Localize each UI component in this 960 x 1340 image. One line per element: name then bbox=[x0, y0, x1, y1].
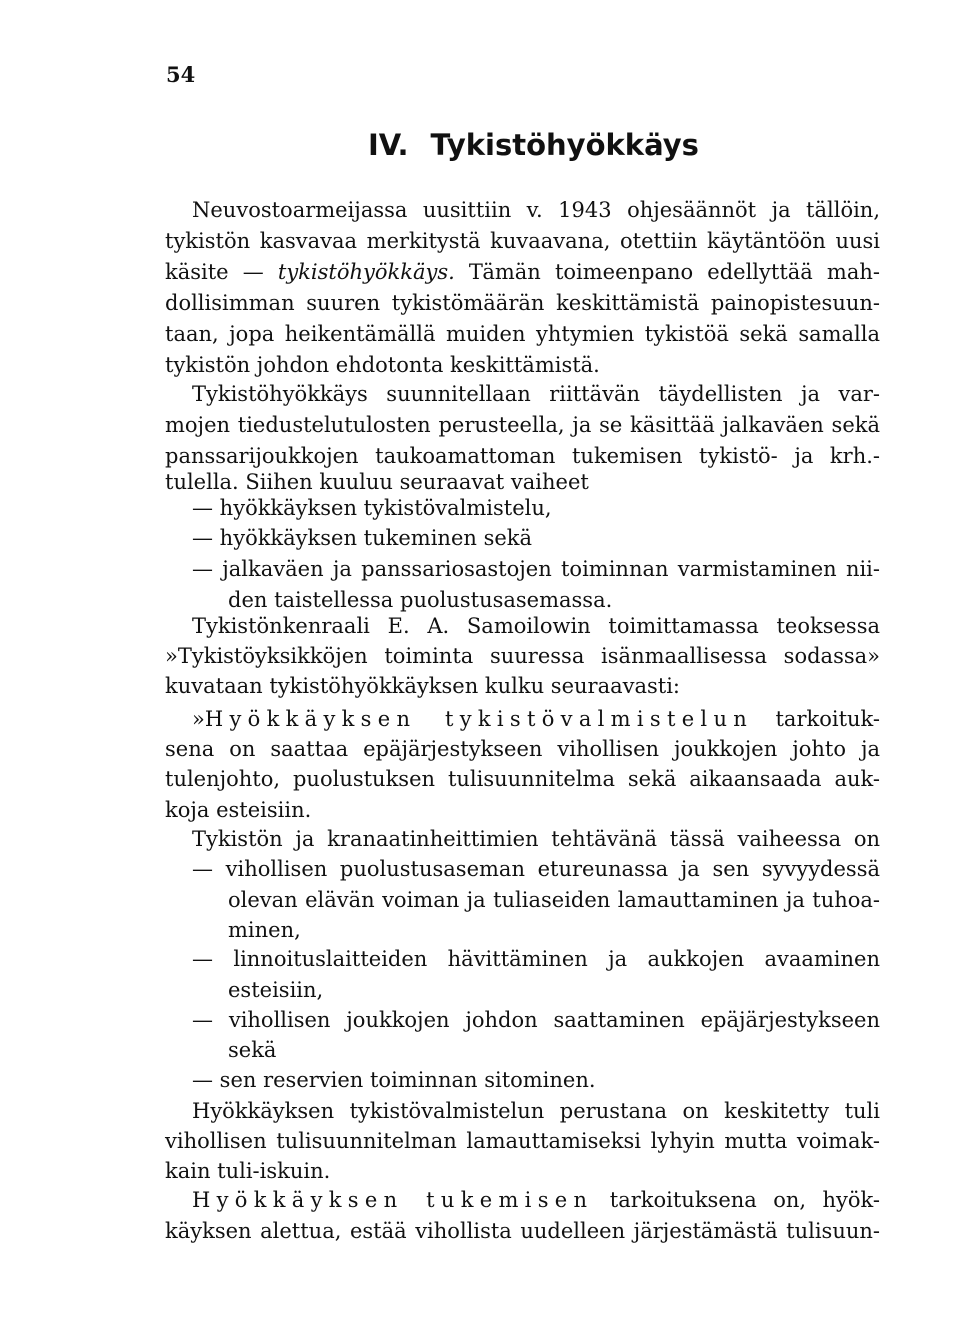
italic-term: tykistöhyökkäys. bbox=[277, 260, 455, 284]
text-line bbox=[165, 231, 880, 252]
text-line bbox=[228, 890, 880, 911]
text-line bbox=[165, 355, 605, 376]
text-segment: käyksen alettua, estää vihollista uudelleen järjestämästä tulisuun- bbox=[165, 1219, 880, 1243]
text-segment: Tämän toimeenpano edellyttää mah- bbox=[454, 260, 880, 284]
text-line bbox=[192, 859, 880, 880]
spaced-emphasis: Hyökkäyksen tukemisen bbox=[192, 1188, 594, 1212]
text-line bbox=[192, 559, 880, 580]
text-line bbox=[165, 415, 880, 436]
chapter-title: Tykistöhyökkäys bbox=[430, 128, 699, 162]
text-segment: tarkoituksena on, hyök- bbox=[593, 1188, 880, 1212]
text-segment: tulenjohto, puolustuksen tulisuunnitelma sekä aikaansaada auk- bbox=[165, 767, 880, 791]
text-line bbox=[192, 709, 880, 730]
text-line bbox=[228, 1040, 288, 1061]
text-segment: Neuvostoarmeijassa uusittiin v. 1943 ohjesäännöt ja tällöin, bbox=[192, 198, 880, 222]
text-segment: — jalkaväen ja panssariosastojen toiminnan varmistaminen nii- bbox=[192, 557, 880, 581]
text-line bbox=[165, 293, 880, 314]
text-line bbox=[192, 829, 880, 850]
text-line bbox=[192, 498, 572, 519]
spaced-emphasis: Hyökkäyksen tykistövalmistelun bbox=[204, 707, 754, 731]
text-segment: Tykistönkenraali E. A. Samoilowin toimittamassa teoksessa bbox=[192, 614, 880, 638]
text-segment: — hyökkäyksen tykistövalmistelu, bbox=[192, 496, 552, 520]
text-segment: — sen reservien toiminnan sitominen. bbox=[192, 1068, 596, 1092]
text-segment: tulella. Siihen kuuluu seuraavat vaiheet bbox=[165, 470, 589, 494]
text-line bbox=[165, 739, 880, 760]
text-segment: minen, bbox=[228, 918, 301, 942]
text-segment: vihollisen tulisuunnitelman lamauttamiseksi lyhyin mutta voimak- bbox=[165, 1129, 880, 1153]
text-line bbox=[165, 262, 880, 283]
text-line bbox=[228, 920, 328, 941]
text-line bbox=[165, 646, 880, 667]
text-line bbox=[165, 446, 880, 467]
text-segment: esteisiin, bbox=[228, 978, 324, 1002]
text-segment: mojen tiedustelutulosten perusteella, ja se käsittää jalkaväen sekä bbox=[165, 413, 880, 437]
text-line bbox=[192, 1010, 880, 1031]
text-line bbox=[228, 980, 348, 1001]
text-segment: — vihollisen puolustusaseman etureunassa ja sen syvyydessä bbox=[192, 857, 880, 881]
text-segment: den taistellessa puolustusasemassa. bbox=[228, 588, 613, 612]
text-line bbox=[165, 800, 365, 821]
text-line bbox=[165, 1131, 880, 1152]
text-line bbox=[165, 324, 880, 345]
page-number: 54 bbox=[166, 62, 196, 87]
text-segment: — linnoituslaitteiden hävittäminen ja aukkojen avaaminen bbox=[192, 947, 880, 971]
text-line bbox=[228, 590, 618, 611]
text-line bbox=[165, 1161, 345, 1182]
text-segment: — vihollisen joukkojen johdon saattaminen epäjärjestykseen bbox=[192, 1008, 880, 1032]
text-segment: Tykistön ja kranaatinheittimien tehtävänä tässä vaiheessa on bbox=[192, 827, 880, 851]
text-segment: kain tuli-iskuin. bbox=[165, 1159, 331, 1183]
text-segment: taan, jopa heikentämällä muiden yhtymien tykistöä sekä samalla bbox=[165, 322, 880, 346]
text-segment: Hyökkäyksen tykistövalmistelun perustana on keskitetty tuli bbox=[192, 1099, 880, 1123]
text-line bbox=[192, 616, 880, 637]
chapter-number: IV. bbox=[368, 128, 409, 162]
text-segment: tarkoituk- bbox=[753, 707, 880, 731]
text-segment: »Tykistöyksikköjen toiminta suuressa isänmaallisessa sodassa» bbox=[165, 644, 880, 668]
text-line bbox=[192, 384, 880, 405]
text-line bbox=[165, 1221, 880, 1242]
text-line bbox=[192, 200, 880, 221]
text-segment: tykistön johdon ehdotonta keskittämistä. bbox=[165, 353, 600, 377]
text-segment: kuvataan tykistöhyökkäyksen kulku seuraavasti: bbox=[165, 674, 681, 698]
text-line bbox=[165, 676, 725, 697]
text-segment: — hyökkäyksen tukeminen sekä bbox=[192, 526, 533, 550]
text-line bbox=[165, 472, 615, 493]
text-line bbox=[192, 1190, 880, 1211]
text-segment: tykistön kasvavaa merkitystä kuvaavana, otettiin käytäntöön uusi bbox=[165, 229, 880, 253]
text-segment: sekä bbox=[228, 1038, 277, 1062]
text-segment: käsite — bbox=[165, 260, 278, 284]
chapter-heading bbox=[368, 128, 699, 162]
text-segment: olevan elävän voiman ja tuliaseiden lamauttaminen ja tuhoa- bbox=[228, 888, 880, 912]
text-segment: sena on saattaa epäjärjestykseen vihollisen joukkojen johto ja bbox=[165, 737, 880, 761]
text-segment: panssarijoukkojen taukoamattoman tukemisen tykistö- ja krh.- bbox=[165, 444, 880, 468]
text-segment: » bbox=[192, 707, 205, 731]
text-segment: dollisimman suuren tykistömäärän keskittämistä painopistesuun- bbox=[165, 291, 880, 315]
text-segment: koja esteisiin. bbox=[165, 798, 312, 822]
text-line bbox=[192, 949, 880, 970]
text-line bbox=[192, 528, 552, 549]
text-line bbox=[192, 1101, 880, 1122]
text-line bbox=[192, 1070, 622, 1091]
text-segment: Tykistöhyökkäys suunnitellaan riittävän täydellisten ja var- bbox=[192, 382, 880, 406]
text-line bbox=[165, 769, 880, 790]
